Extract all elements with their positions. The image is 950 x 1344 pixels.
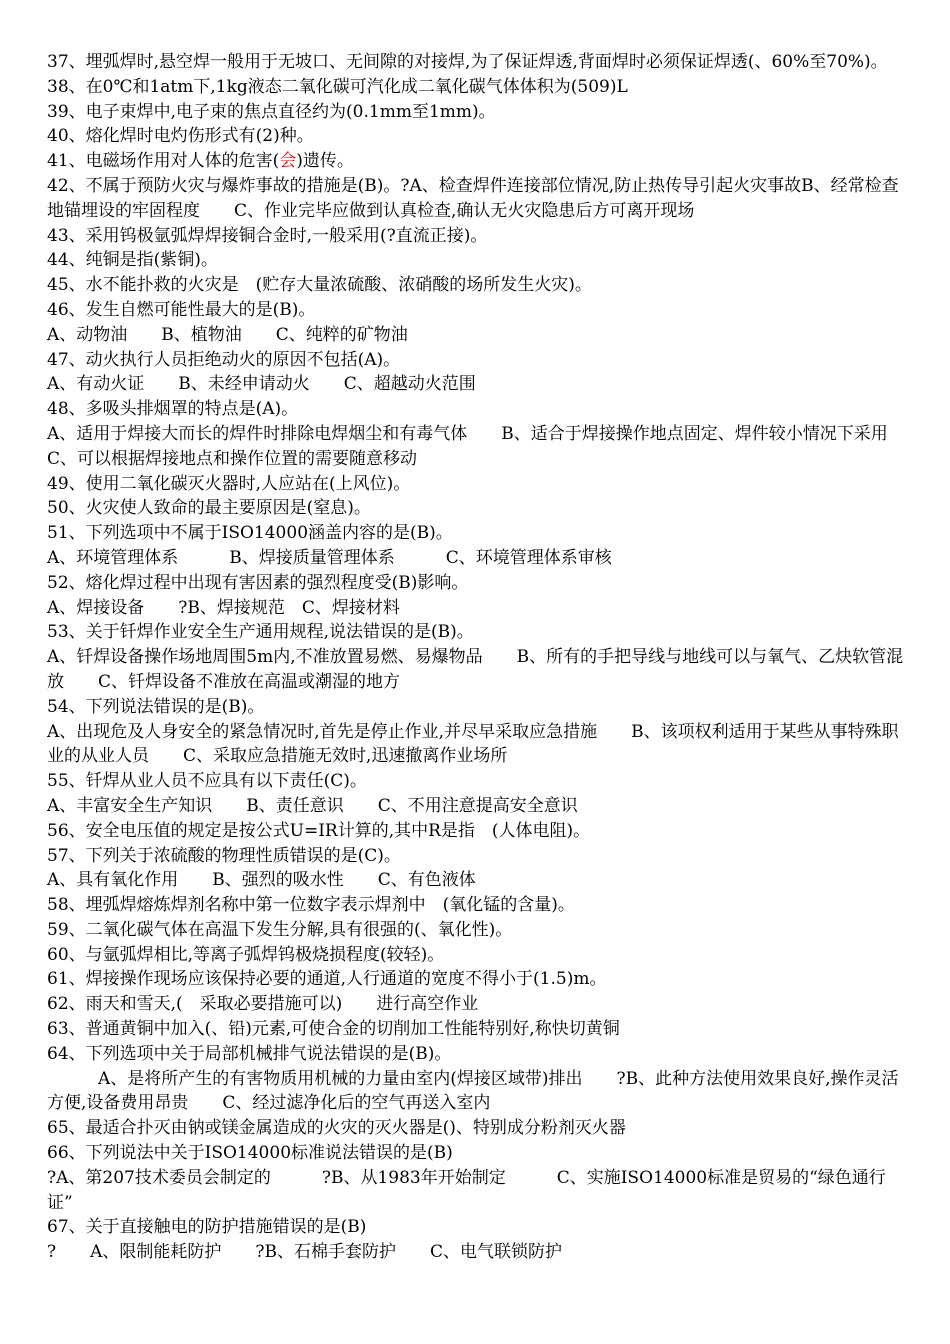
text-line: 46、发生自燃可能性最大的是(B)。: [47, 299, 316, 320]
text-line: 44、纯铜是指(紫铜)。: [47, 250, 218, 271]
text-line: A、适用于焊接大而长的焊件时排除电焊烟尘和有毒气体 B、适合于焊接操作地点固定、焊件较小情况下采用 C、可以根据焊接地点和操作位置的需要随意移动: [47, 423, 939, 469]
text-line: A、钎焊设备操作场地周围5m内,不准放置易燃、易爆物品 B、所有的手把导线与地线可以与氧气、乙炔软管混放 C、钎焊设备不准放在高温或潮湿的地方: [47, 647, 904, 692]
text-segment: )遗传。: [296, 151, 354, 172]
text-line: A、有动火证 B、未经申请动火 C、超越动火范围: [47, 374, 476, 395]
document-body: [47, 50, 939, 1265]
text-line: 53、关于钎焊作业安全生产通用规程,说法错误的是(B)。: [47, 622, 474, 643]
text-line: 65、最适合扑灭由钠或镁金属造成的火灾的灭火器是()、特别成分粉剂灭火器: [47, 1118, 626, 1139]
text-line: 58、埋弧焊熔炼焊剂名称中第一位数字表示焊剂中 (氧化锰的含量)。: [47, 895, 575, 916]
text-line: ? A、限制能耗防护 ?B、石棉手套防护 C、电气联锁防护: [47, 1242, 563, 1263]
text-line: 49、使用二氧化碳灭火器时,人应站在(上风位)。: [47, 473, 411, 494]
text-line: A、焊接设备 ?B、焊接规范 C、焊接材料: [47, 597, 400, 618]
text-line: 54、下列说法错误的是(B)。: [47, 696, 265, 717]
text-line: 48、多吸头排烟罩的特点是(A)。: [47, 399, 299, 420]
text-line: 47、动火执行人员拒绝动火的原因不包括(A)。: [47, 349, 401, 370]
text-line: 67、关于直接触电的防护措施错误的是(B): [47, 1217, 367, 1238]
text-line: 63、普通黄铜中加入(、铅)元素,可使合金的切削加工性能特别好,称快切黄铜: [47, 1019, 620, 1040]
text-line: 50、火灾使人致命的最主要原因是(窒息)。: [47, 498, 371, 519]
text-line: A、具有氧化作用 B、强烈的吸水性 C、有色液体: [47, 870, 476, 891]
text-line: 59、二氧化碳气体在高温下发生分解,具有很强的(、氧化性)。: [47, 919, 513, 940]
text-line: 60、与氩弧焊相比,等离子弧焊钨极烧损程度(较轻)。: [47, 944, 445, 965]
text-line: [47, 149, 907, 174]
text-line: 51、下列选项中不属于ISO14000涵盖内容的是(B)。: [47, 523, 453, 544]
text-line: 45、水不能扑救的火灾是 (贮存大量浓硫酸、浓硝酸的场所发生火灾)。: [47, 275, 592, 296]
text-line: 55、钎焊从业人员不应具有以下责任(C)。: [47, 771, 367, 792]
text-line: 37、埋弧焊时,悬空焊一般用于无坡口、无间隙的对接焊,为了保证焊透,背面焊时必须保证焊透(、60%至70%)。: [47, 52, 888, 72]
text-line: 61、焊接操作现场应该保持必要的通道,人行通道的宽度不得小于(1.5)m。: [47, 969, 607, 990]
text-line: 42、不属于预防火灾与爆炸事故的措施是(B)。?A、检查焊件连接部位情况,防止热传导引起火灾事故B、经常检查地锚埋设的牢固程度 C、作业完毕应做到认真检查,确认无火灾隐患后方可离开现场: [47, 175, 899, 221]
text-segment: 41、电磁场作用对人体的危害(: [47, 151, 280, 172]
text-line: 43、采用钨极氩弧焊焊接铜合金时,一般采用(?直流正接)。: [47, 225, 488, 246]
text-line: 52、熔化焊过程中出现有害因素的强烈程度受(B)影响。: [47, 572, 469, 593]
text-line: 40、熔化焊时电灼伤形式有(2)种。: [47, 126, 314, 147]
text-line: A、环境管理体系 B、焊接质量管理体系 C、环境管理体系审核: [47, 547, 612, 568]
text-line: 66、下列说法中关于ISO14000标准说法错误的是(B): [47, 1143, 453, 1164]
text-line: 38、在0℃和1atm下,1kg液态二氧化碳可汽化成二氧化碳气体体积为(509)L: [47, 76, 628, 97]
text-line: A、出现危及人身安全的紧急情况时,首先是停止作业,并尽早采取应急措施 B、该项权利适用于某些从事特殊职业的从业人员 C、采取应急措施无效时,迅速撤离作业场所: [47, 721, 899, 767]
text-line: A、动物油 B、植物油 C、纯粹的矿物油: [47, 324, 408, 345]
text-line: 62、雨天和雪天,( 采取必要措施可以) 进行高空作业: [47, 994, 479, 1015]
text-line: 64、下列选项中关于局部机械排气说法错误的是(B)。: [47, 1043, 452, 1064]
text-line: A、是将所产生的有害物质用机械的力量由室内(焊接区域带)排出 ?B、此种方法使用效果良好,操作灵活方便,设备费用昂贵 C、经过滤净化后的空气再送入室内: [47, 1068, 899, 1114]
highlighted-answer: 会: [279, 151, 297, 172]
text-line: ?A、第207技术委员会制定的 ?B、从1983年开始制定 C、实施ISO14000标准是贸易的“绿色通行证”: [47, 1167, 886, 1213]
text-line: 57、下列关于浓硫酸的物理性质错误的是(C)。: [47, 845, 401, 866]
text-line: 39、电子束焊中,电子束的焦点直径约为(0.1mm至1mm)。: [47, 101, 496, 122]
text-line: 56、安全电压值的规定是按公式U=IR计算的,其中R是指 (人体电阻)。: [47, 820, 591, 841]
text-line: A、丰富安全生产知识 B、责任意识 C、不用注意提高安全意识: [47, 795, 578, 816]
